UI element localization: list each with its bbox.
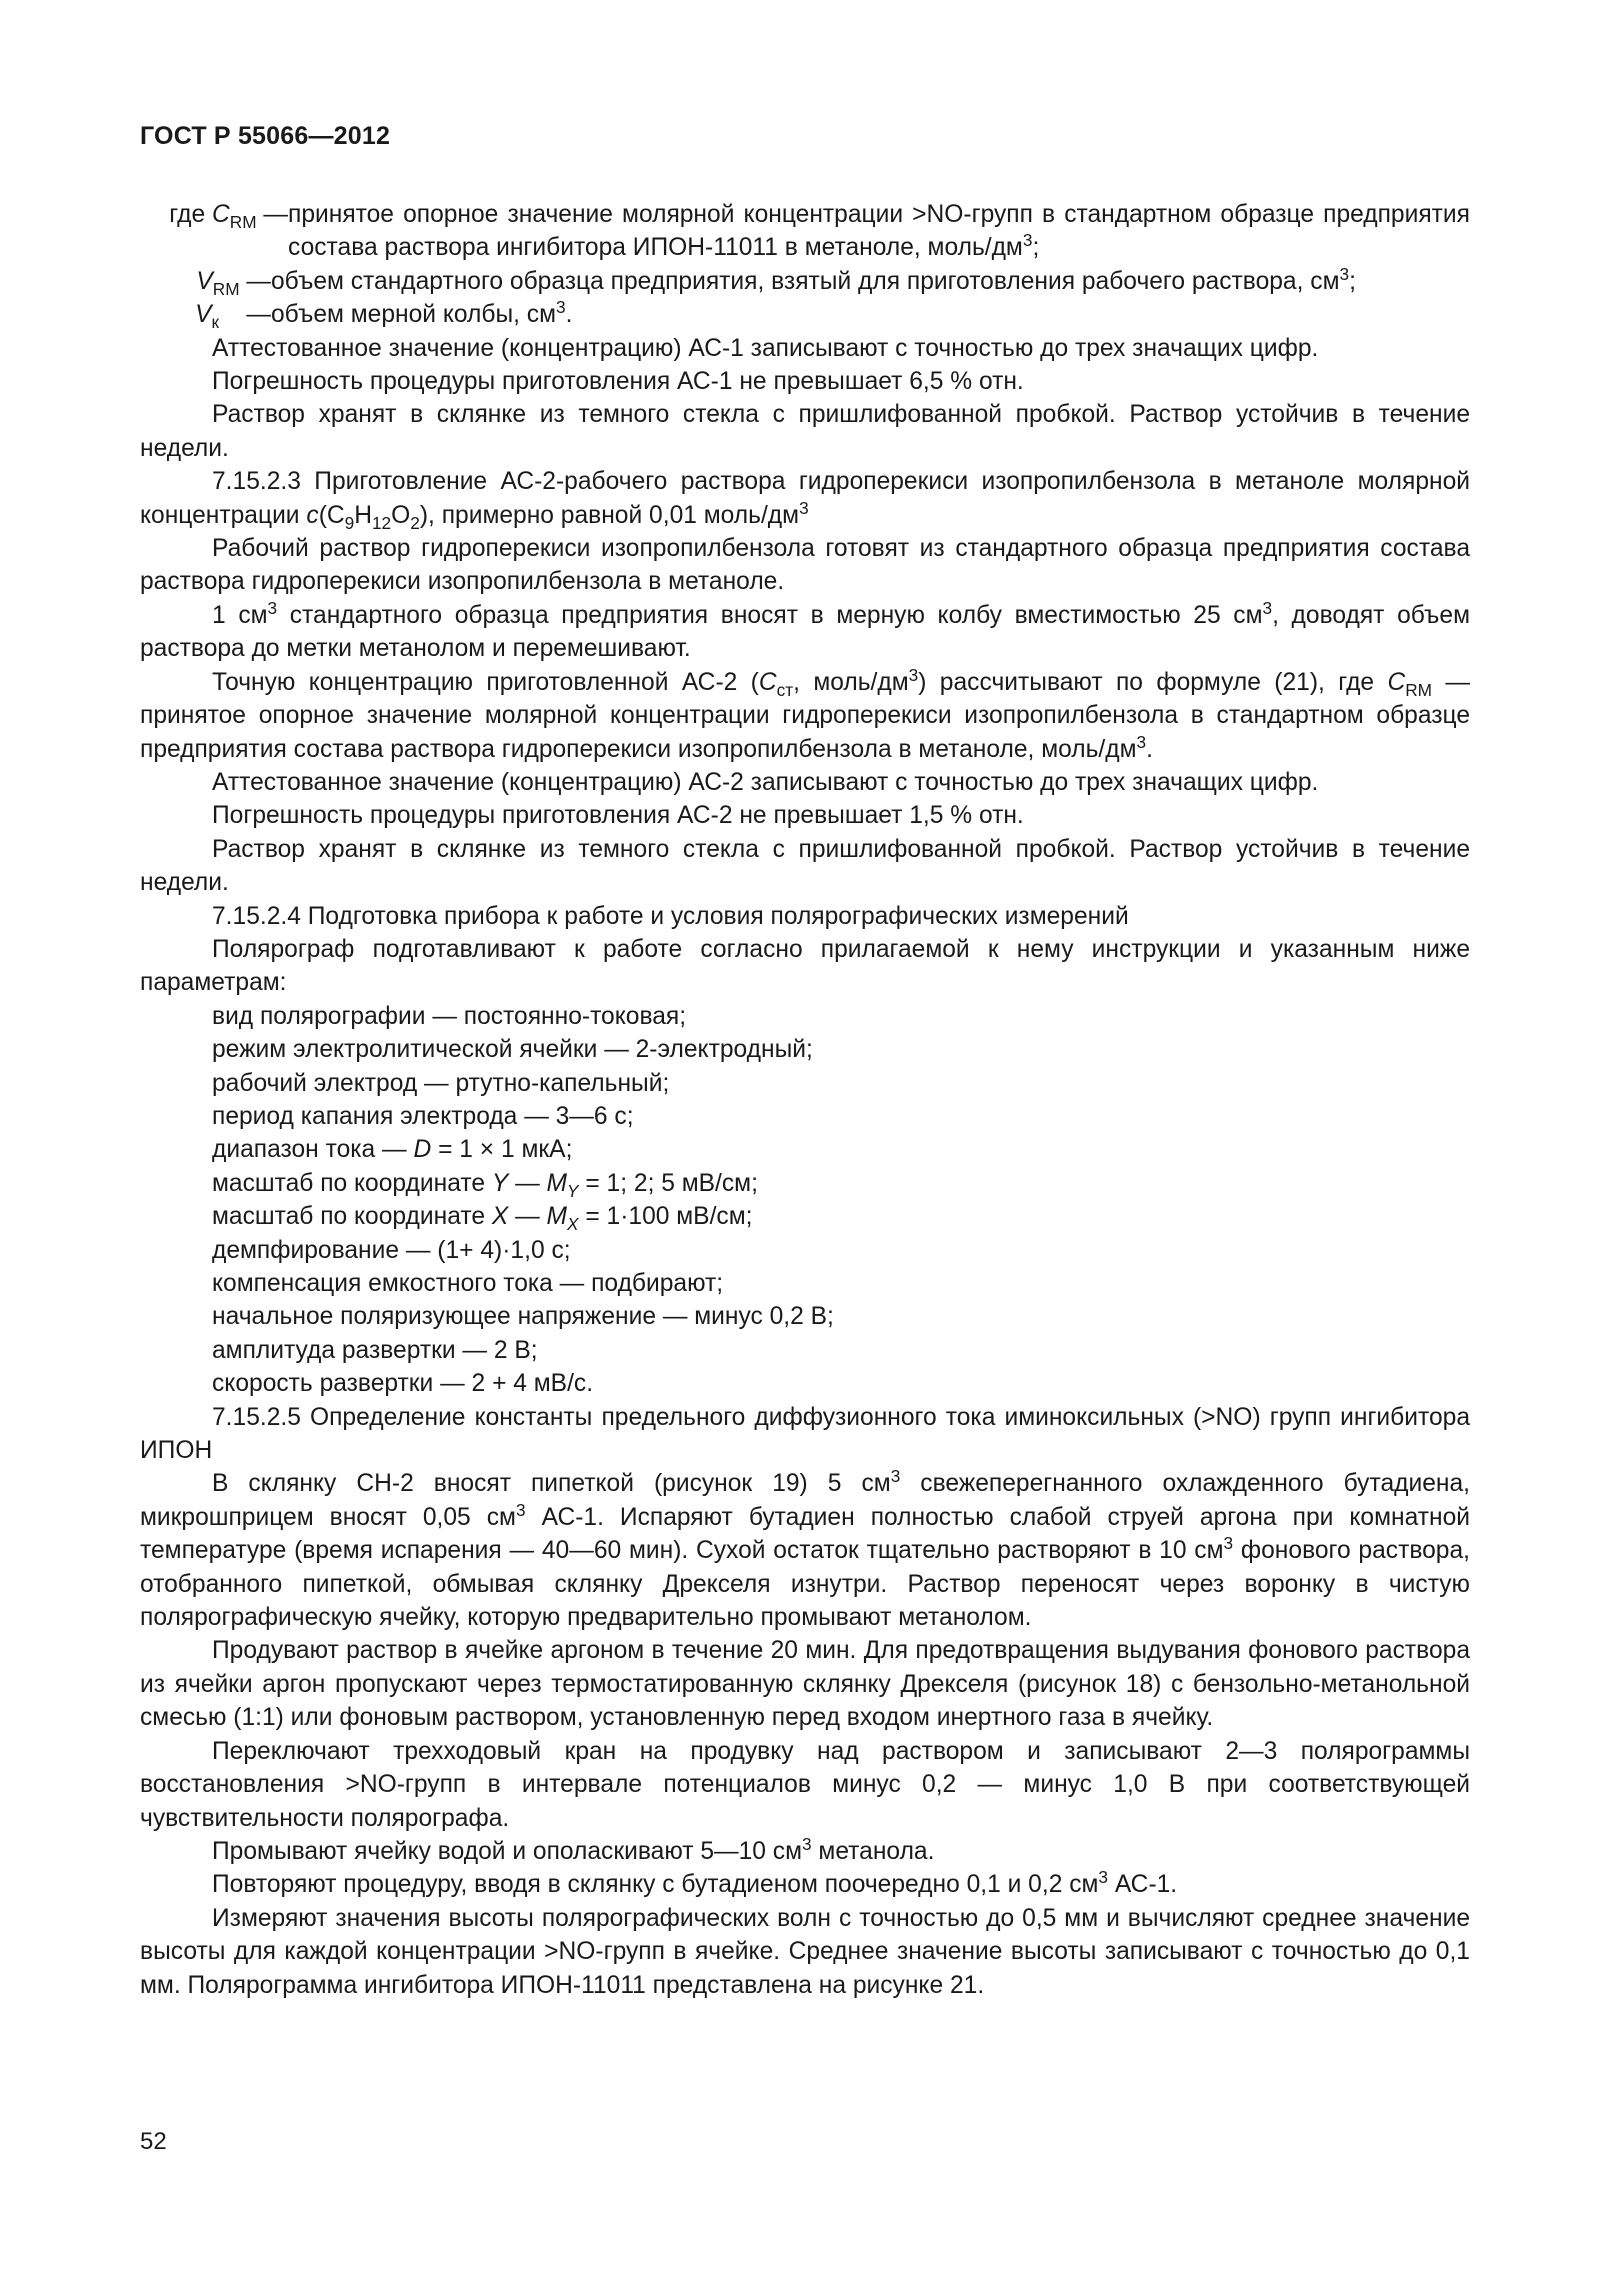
paragraph: Продувают раствор в ячейке аргоном в течение 20 мин. Для предотвращения выдувания фонового раствора из ячейки аргон пропускают через термостатированную склянку Дрекселя (рисунок 18) с бензольно-метанольной смесью (1:1) или фоновым раствором, установленную перед входом инертного газа в ячейку.: [140, 1637, 1470, 1732]
list-item: масштаб по координате Y — $M_Y = 1$; 2; 5 мВ/см;: [212, 1169, 758, 1201]
list-item: период капания электрода — 3—6 с;: [212, 1102, 634, 1130]
paragraph: Повторяют процедуру, вводя в склянку с бутадиеном поочередно 0,1 и 0,2 $см^3$ АС-1.: [212, 1867, 1178, 1899]
paragraph: Раствор хранят в склянке из темного стекла с пришлифованной пробкой. Раствор устойчив в течение недели.: [140, 835, 1470, 897]
paragraph: Полярограф подготавливают к работе согласно прилагаемой к нему инструкции и указанным ниже параметрам:: [140, 935, 1470, 997]
list-item: рабочий электрод — ртутно-капельный;: [212, 1069, 670, 1097]
list-item: диапазон тока — D = 1 × 1 мкА;: [212, 1136, 573, 1164]
paragraph: Промывают ячейку водой и ополаскивают 5—10 $см^3$ метанола.: [212, 1833, 935, 1865]
parameter-list: [140, 1000, 1470, 1401]
section-heading-7-15-2-5: 7.15.2.5 Определение константы предельного диффузионного тока иминоксильных (>NO) групп ингибитора ИПОН: [140, 1403, 1470, 1465]
paragraph: Раствор хранят в склянке из темного стекла с пришлифованной пробкой. Раствор устойчив в течение недели.: [140, 401, 1470, 462]
list-item: масштаб по координате X — $M_X = 1\cdot 100$ мВ/см;: [212, 1203, 753, 1235]
document-body: [140, 198, 1470, 2002]
paragraph: В склянку СН-2 вносят пипеткой (рисунок 19) 5 $см^3$ свежеперегнанного охлажденного бутадиена, микрошприцем вносят 0,05 $см^3$ АС-1. Испаряют бутадиен полностью слабой струей аргона при комнатной температуре (время испарения — 40—60 мин). Сухой остаток тщательно растворяют в 10 $см^3$ фонового раствора, отобранного пипеткой, обмывая склянку Дрекселя изнутри. Раствор переносят через воронку в чистую полярографическую ячейку, которую предварительно промывают метанолом.: [140, 1466, 1470, 1632]
list-item: амплитуда развертки — 2 В;: [212, 1336, 538, 1364]
list-item: начальное поляризующее напряжение — минус 0,2 В;: [212, 1303, 834, 1331]
paragraph: Аттестованное значение (концентрацию) АС-1 записывают с точностью до трех значащих цифр.: [212, 334, 1319, 362]
standard-header: ГОСТ Р 55066—2012: [140, 122, 391, 150]
definition-row: где $C_{RM}$ — принятое опорное значение молярной концентрации >NO-групп в стандартном образце предприятия состава раствора ингибитора ИПОН-11011 в метаноле, моль/$дм^3$;: [169, 201, 1470, 262]
list-item: компенсация емкостного тока — подбирают;: [212, 1270, 724, 1297]
page-number: 52: [140, 2128, 167, 2155]
section-heading-7-15-2-3: 7.15.2.3 Приготовление АС-2-рабочего раствора гидроперекиси изопропилбензола в метаноле молярной концентрации $c(C_9H_{12}O_2)$, примерно равной 0,01 моль/$дм^3$: [140, 468, 1470, 533]
list-item: вид полярографии — постоянно-токовая;: [212, 1002, 687, 1030]
list-item: демпфирование — (1+ 4)·1,0 с;: [212, 1236, 571, 1264]
paragraph: Точную концентрацию приготовленной АС-2 ($C_{ст}$, моль/$дм^3$) рассчитывают по формуле (21), где $C_{RM}$ — принятое опорное значение молярной концентрации гидроперекиси изопропилбензола в стандартном образце предприятия состава раствора гидроперекиси изопропилбензола в метаноле, моль/$дм^3$.: [140, 664, 1470, 763]
definition-row: $V_к$ — объем мерной колбы, $см^3$.: [195, 297, 573, 333]
definition-row: $V_{RM}$ — объем стандартного образца предприятия, взятый для приготовления рабочего раствора, $см^3$;: [196, 263, 1356, 299]
list-item: режим электролитической ячейки — 2-электродный;: [212, 1036, 813, 1064]
symbol-definitions: [140, 198, 1470, 332]
section-heading-7-15-2-4: 7.15.2.4 Подготовка прибора к работе и условия полярографических измерений: [212, 902, 1129, 930]
paragraph: Погрешность процедуры приготовления АС-1 не превышает 6,5 % отн.: [212, 368, 1024, 396]
paragraph: Аттестованное значение (концентрацию) АС-2 записывают с точностью до трех значащих цифр.: [212, 768, 1319, 796]
paragraph: Переключают трехходовый кран на продувку над раствором и записывают 2—3 полярограммы восстановления >NO-групп в интервале потенциалов минус 0,2 — минус 1,0 В при соответствующей чувствительности полярографа.: [140, 1737, 1470, 1832]
paragraph: 1 $см^3$ стандартного образца предприятия вносят в мерную колбу вместимостью 25 $см^3$, доводят объем раствора до метки метанолом и перемешивают.: [140, 597, 1470, 663]
paragraph: Погрешность процедуры приготовления АС-2 не превышает 1,5 % отн.: [212, 802, 1024, 830]
paragraph: Рабочий раствор гидроперекиси изопропилбензола готовят из стандартного образца предприятия состава раствора гидроперекиси изопропилбензола в метаноле.: [140, 535, 1470, 596]
list-item: скорость развертки — 2 + 4 мВ/с.: [212, 1370, 594, 1398]
paragraph: Измеряют значения высоты полярографических волн с точностью до 0,5 мм и вычисляют среднее значение высоты для каждой концентрации >NO-групп в ячейке. Среднее значение высоты записывают с точностью до 0,1 мм. Полярограмма ингибитора ИПОН-11011 представлена на рисунке 21.: [140, 1904, 1470, 1999]
